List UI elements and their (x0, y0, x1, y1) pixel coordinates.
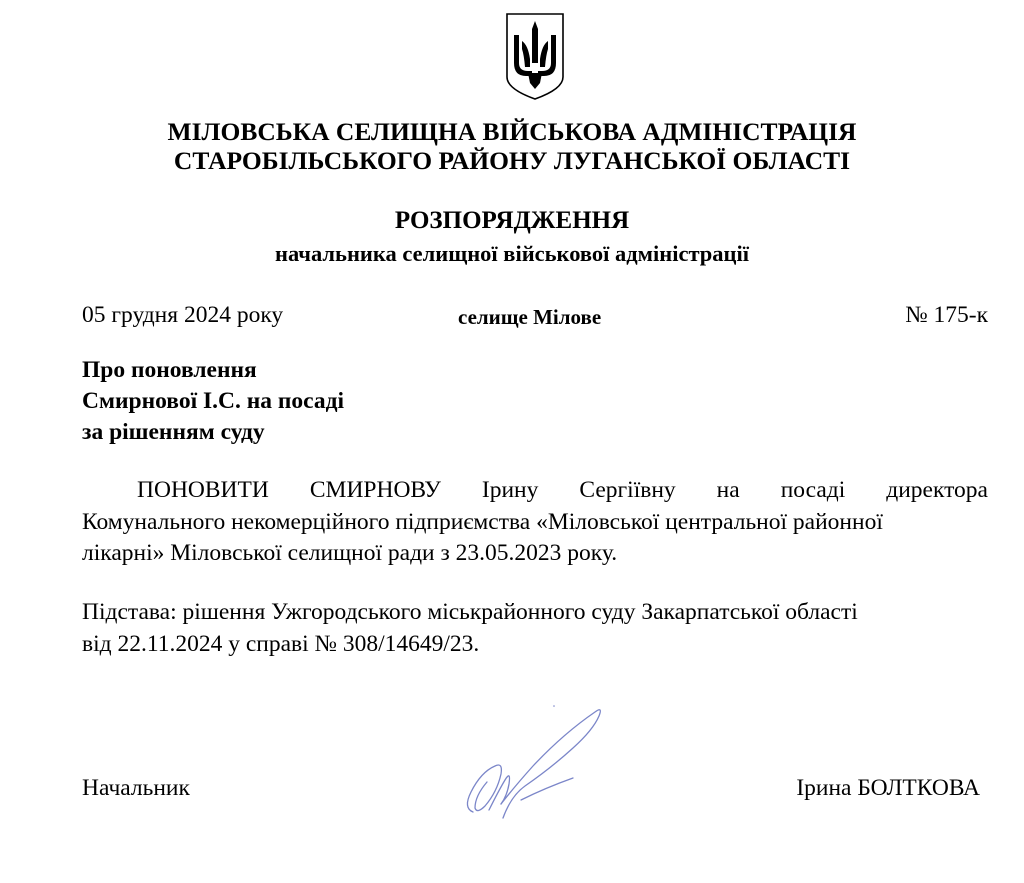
document-subtitle: начальника селищної військової адміністрації (274, 241, 750, 266)
signer-name: Ірина БОЛТКОВА (796, 775, 980, 801)
order-paragraph (82, 475, 988, 570)
subject-line-3: за рішенням суду (82, 419, 265, 445)
document-type-title: РОЗПОРЯДЖЕННЯ (394, 207, 630, 234)
document-date: 05 грудня 2024 року (82, 302, 284, 328)
handwritten-signature (455, 700, 615, 825)
document-subject (82, 355, 344, 448)
signer-position: Начальник (82, 775, 190, 801)
trident-coat-of-arms-icon (504, 11, 566, 101)
basis-line-1: Підстава: рішення Ужгородського міськрайонного суду Закарпатської області (82, 599, 858, 625)
basis-paragraph (82, 597, 988, 660)
order-line-2: Комунального некомерційного підприємства «Міловської центральної районної (82, 508, 883, 535)
document-number: № 175-к (905, 302, 988, 328)
document-place: селище Мілове (458, 305, 602, 329)
subject-line-2: Смирнової І.С. на посаді (82, 388, 345, 414)
subject-line-1: Про поновлення (82, 357, 257, 383)
basis-line-2: від 22.11.2024 у справі № 308/14649/23. (82, 630, 480, 657)
order-line-3: лікарні» Міловської селищної ради з 23.05.2023 року. (82, 540, 618, 566)
organization-name-line-2: СТАРОБІЛЬСЬКОГО РАЙОНУ ЛУГАНСЬКОЇ ОБЛАСТІ (173, 146, 851, 175)
organization-name-line-1: МІЛОВСЬКА СЕЛИЩНА ВІЙСЬКОВА АДМІНІСТРАЦІЯ (167, 117, 857, 146)
order-line-1: ПОНОВИТИ СМИРНОВУ Ірину Сергіївну на посаді директора (137, 477, 988, 503)
